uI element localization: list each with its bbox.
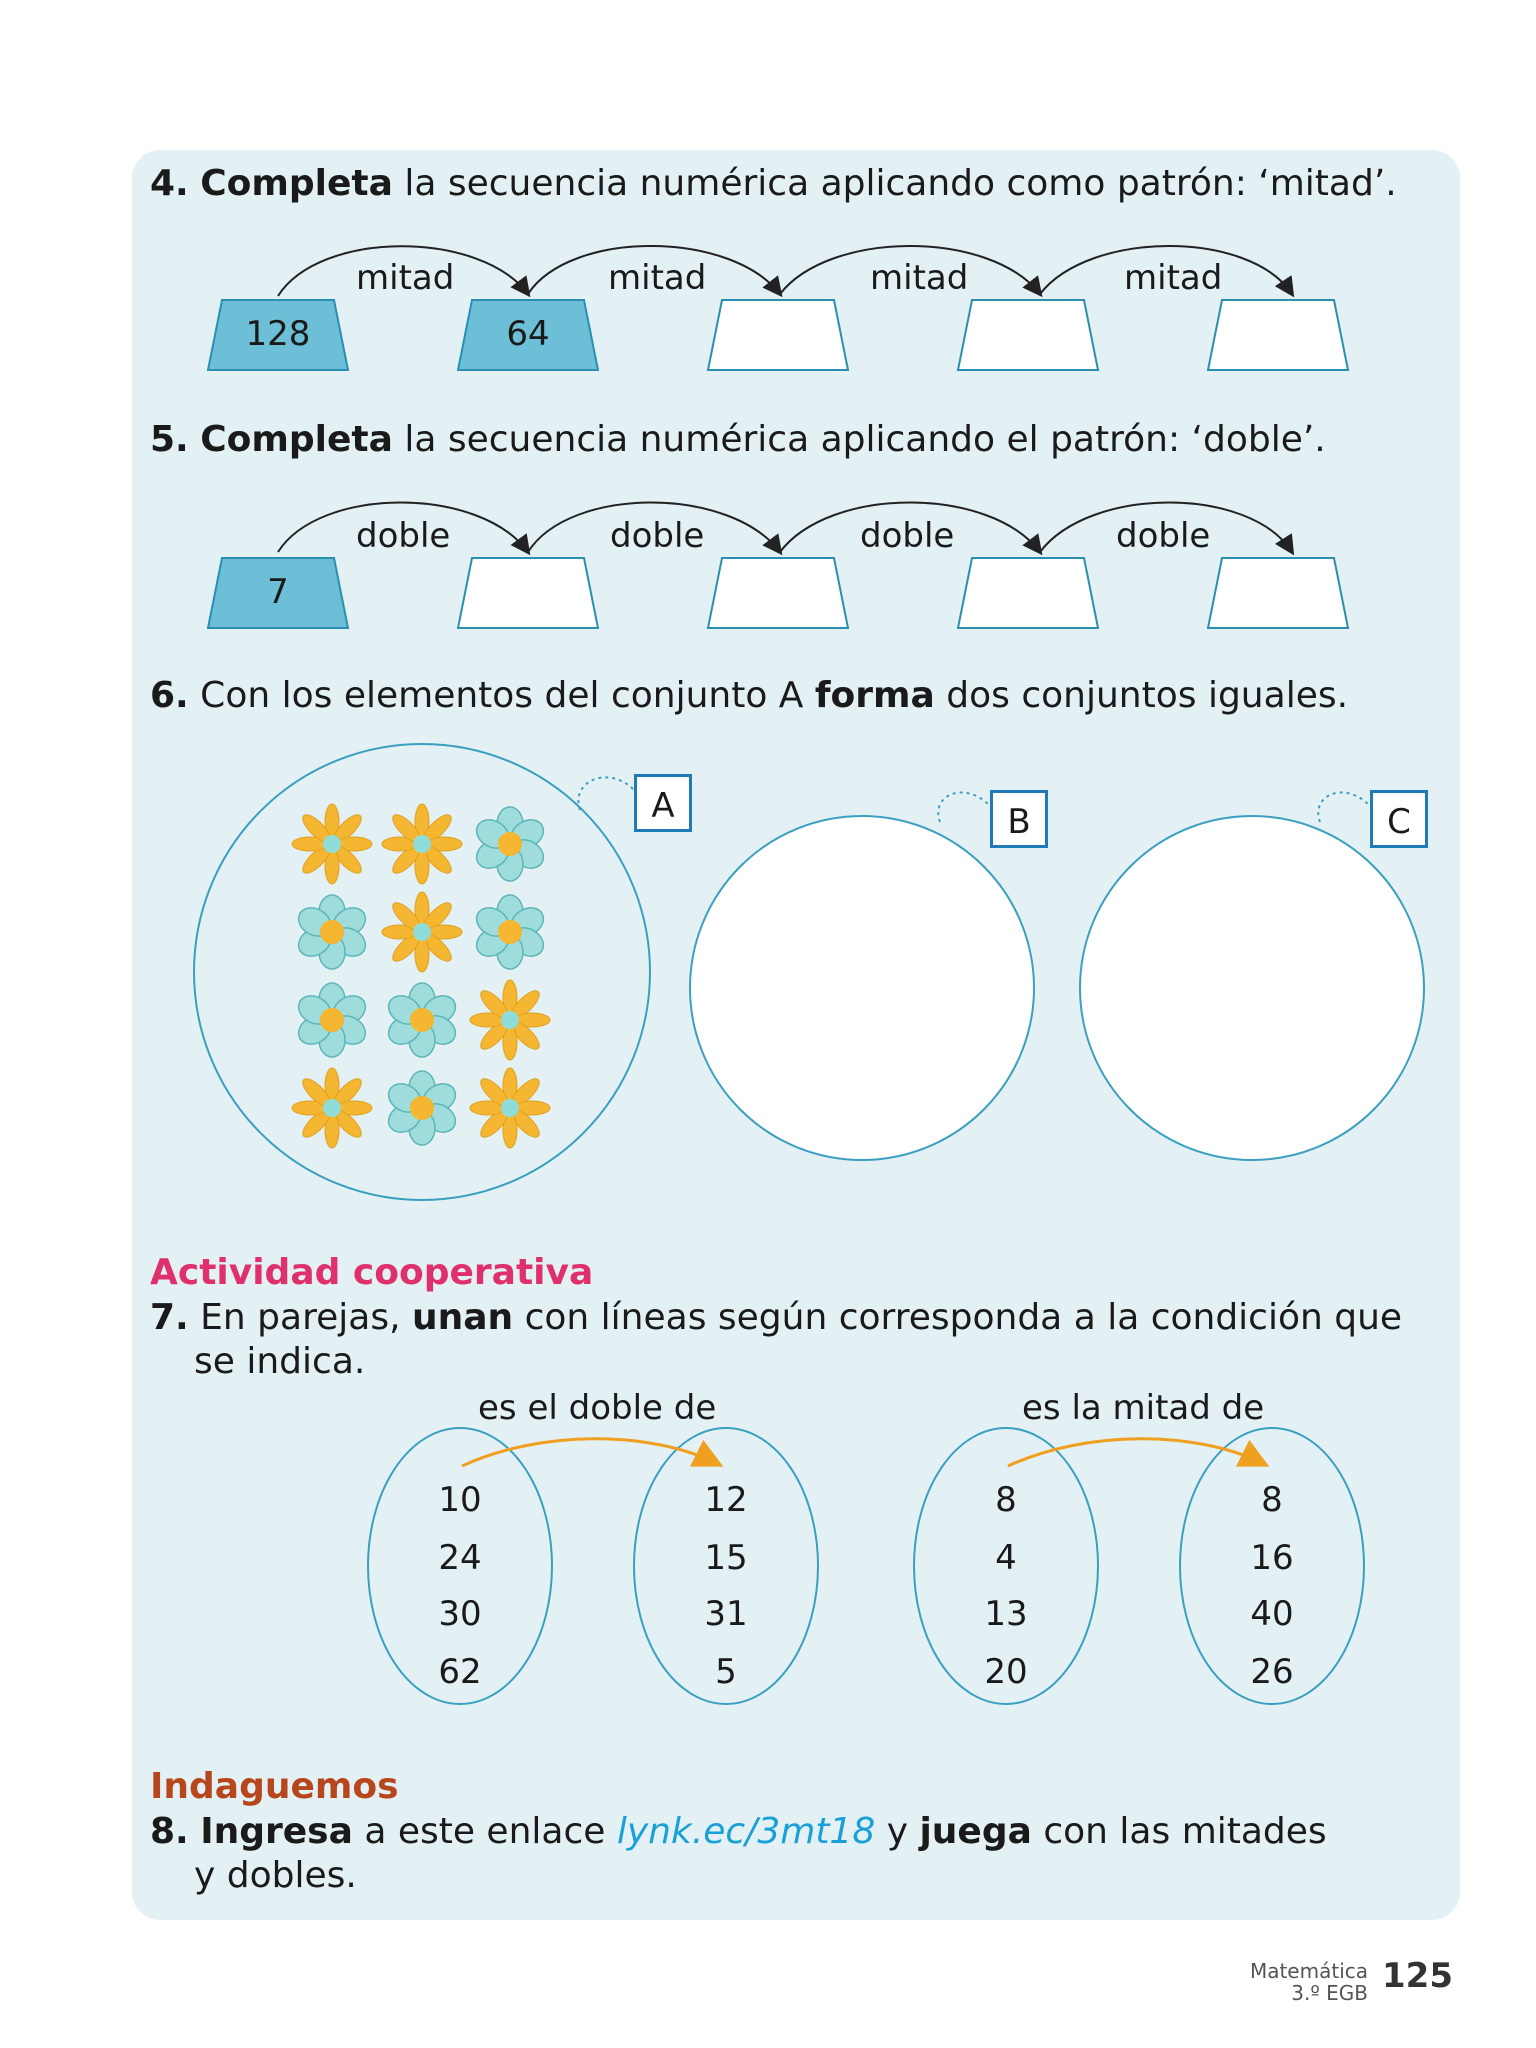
ex5-instruction bbox=[150, 418, 1326, 462]
ex4-number: 4. bbox=[150, 163, 189, 204]
ex5-box-5 bbox=[1208, 558, 1348, 628]
coop-heading: Actividad cooperativa bbox=[150, 1252, 594, 1293]
flower-yellow-icon bbox=[470, 1068, 550, 1148]
ex5-label-2: doble bbox=[610, 516, 705, 556]
ex4-box-5 bbox=[1208, 300, 1348, 370]
oval3-item[interactable]: 20 bbox=[984, 1652, 1028, 1692]
ex5-text: la secuencia numérica aplicando el patrón: ‘doble’. bbox=[392, 419, 1326, 460]
set-c-label: C bbox=[1370, 790, 1428, 848]
oval2-item[interactable]: 31 bbox=[704, 1594, 748, 1634]
set-a-connector bbox=[578, 777, 634, 810]
ex5-box-2 bbox=[458, 558, 598, 628]
oval2-item[interactable]: 15 bbox=[704, 1538, 748, 1578]
ex4-bold: Completa bbox=[200, 163, 393, 204]
ex7-text-post: con líneas según corresponda a la condición que bbox=[513, 1297, 1403, 1338]
flower-yellow-icon bbox=[382, 804, 462, 884]
ex5-number: 5. bbox=[150, 419, 189, 460]
ex4-value-1: 128 bbox=[245, 314, 311, 354]
oval3-item[interactable]: 4 bbox=[995, 1538, 1017, 1578]
page-number: 125 bbox=[1382, 1956, 1453, 1996]
footer-subject bbox=[1200, 1960, 1368, 2004]
footer-subject-name: Matemática bbox=[1249, 1959, 1368, 1983]
ex7-number: 7. bbox=[150, 1297, 189, 1338]
oval1-item[interactable]: 62 bbox=[438, 1652, 482, 1692]
ex4-label-2: mitad bbox=[608, 258, 707, 298]
ex8-line2: y dobles. bbox=[194, 1855, 357, 1896]
oval1-item[interactable]: 10 bbox=[438, 1480, 482, 1520]
ex8-text-y: y bbox=[875, 1811, 920, 1852]
ex5-box-4 bbox=[958, 558, 1098, 628]
oval2-item[interactable]: 12 bbox=[704, 1480, 748, 1520]
oval2-item[interactable]: 5 bbox=[715, 1652, 737, 1692]
ex8-bold2: juega bbox=[919, 1811, 1032, 1852]
indag-heading: Indaguemos bbox=[150, 1766, 399, 1807]
oval1-item[interactable]: 30 bbox=[438, 1594, 482, 1634]
ex4-box-4 bbox=[958, 300, 1098, 370]
ex5-value-1: 7 bbox=[267, 572, 289, 612]
ex8-link[interactable]: lynk.ec/3mt18 bbox=[616, 1811, 876, 1852]
ex6-bold: forma bbox=[814, 675, 935, 716]
set-b-circle bbox=[690, 816, 1034, 1160]
footer-grade: 3.º EGB bbox=[1291, 1981, 1368, 2005]
oval4-item[interactable]: 16 bbox=[1250, 1538, 1294, 1578]
ex6-number: 6. bbox=[150, 675, 189, 716]
oval3-item[interactable]: 13 bbox=[984, 1594, 1028, 1634]
ex5-label-1: doble bbox=[356, 516, 451, 556]
ex7-bold: unan bbox=[411, 1297, 514, 1338]
ex5-bold: Completa bbox=[200, 419, 393, 460]
ex4-box-3 bbox=[708, 300, 848, 370]
ex5-label-3: doble bbox=[860, 516, 955, 556]
set-a-label: A bbox=[634, 774, 692, 832]
oval4-item[interactable]: 8 bbox=[1261, 1480, 1283, 1520]
ex5-boxes bbox=[208, 558, 1348, 628]
ex7-ovals bbox=[368, 1428, 1364, 1704]
ex8-instruction bbox=[150, 1810, 1327, 1854]
ex6-instruction bbox=[150, 674, 1348, 718]
ex4-label-1: mitad bbox=[356, 258, 455, 298]
left-condition-title: es el doble de bbox=[478, 1388, 717, 1428]
set-c-connector bbox=[1318, 793, 1370, 822]
ex6-text-pre: Con los elementos del conjunto A bbox=[188, 675, 815, 716]
ex8-number: 8. bbox=[150, 1811, 189, 1852]
ex8-text-post: con las mitades bbox=[1031, 1811, 1327, 1852]
ex4-value-2: 64 bbox=[506, 314, 550, 354]
flower-yellow-icon bbox=[292, 804, 372, 884]
flower-yellow-icon bbox=[292, 1068, 372, 1148]
ex6-sets bbox=[194, 744, 1424, 1200]
ex8-text-mid: a este enlace bbox=[352, 1811, 617, 1852]
flower-yellow-icon bbox=[470, 980, 550, 1060]
ex8-bold1: Ingresa bbox=[200, 1811, 353, 1852]
ex4-label-3: mitad bbox=[870, 258, 969, 298]
ex7-instruction bbox=[150, 1296, 1402, 1340]
set-b-label: B bbox=[990, 790, 1048, 848]
oval3-item[interactable]: 8 bbox=[995, 1480, 1017, 1520]
ex4-label-4: mitad bbox=[1124, 258, 1223, 298]
oval1-item[interactable]: 24 bbox=[438, 1538, 482, 1578]
oval4-item[interactable]: 26 bbox=[1250, 1652, 1294, 1692]
ex5-label-4: doble bbox=[1116, 516, 1211, 556]
oval4-item[interactable]: 40 bbox=[1250, 1594, 1294, 1634]
set-b-connector bbox=[938, 793, 990, 822]
ex5-box-3 bbox=[708, 558, 848, 628]
flower-yellow-icon bbox=[382, 892, 462, 972]
ex6-text-post: dos conjuntos iguales. bbox=[934, 675, 1349, 716]
ex7-text-pre: En parejas, bbox=[188, 1297, 412, 1338]
ex7-line2: se indica. bbox=[194, 1341, 366, 1382]
right-condition-title: es la mitad de bbox=[1022, 1388, 1265, 1428]
set-c-circle bbox=[1080, 816, 1424, 1160]
ex4-boxes bbox=[208, 300, 1348, 370]
ex4-text: la secuencia numérica aplicando como patrón: ‘mitad’. bbox=[392, 163, 1397, 204]
